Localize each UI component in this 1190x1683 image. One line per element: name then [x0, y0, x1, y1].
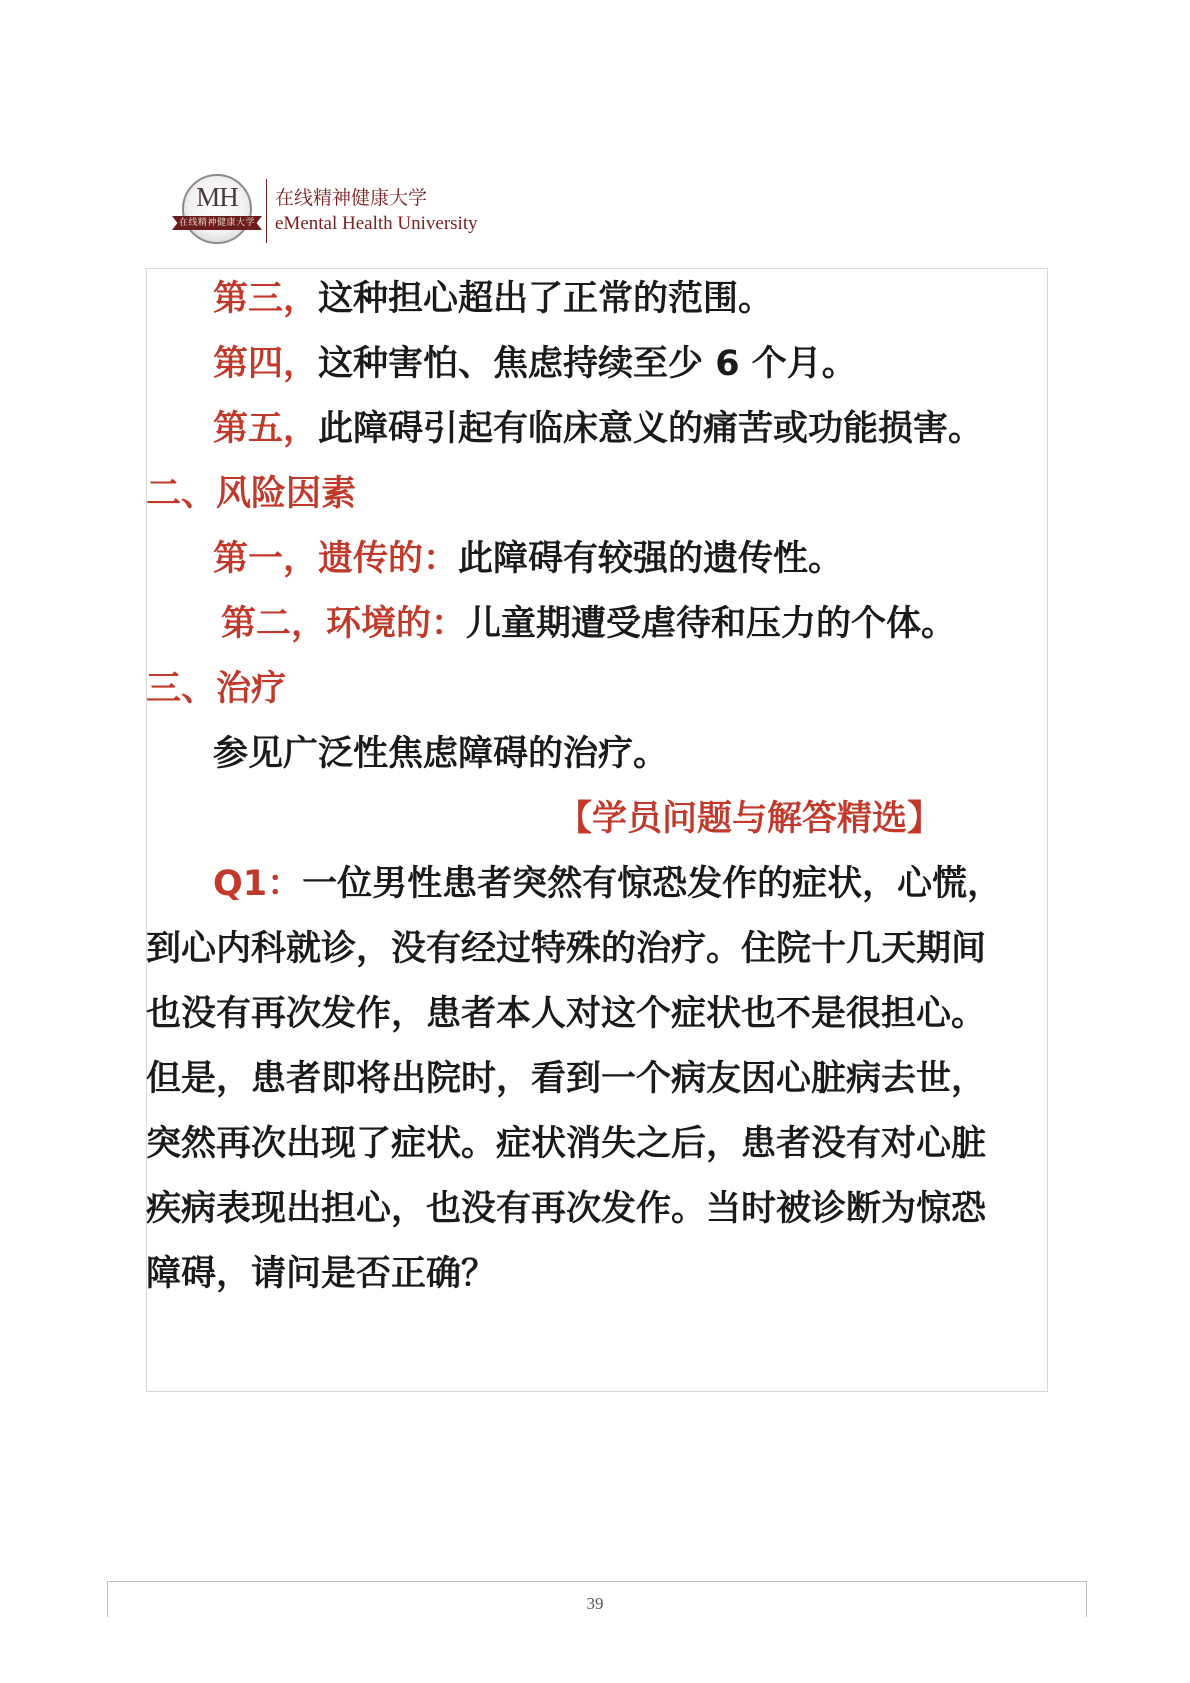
university-logo — [172, 172, 262, 250]
logo-letters: MH — [196, 182, 238, 212]
criterion-label: 第三， — [213, 279, 319, 319]
criterion-item-3 — [213, 277, 773, 321]
criterion-label: 第四， — [213, 344, 319, 384]
risk-factor-text: 此障碍有较强的遗传性。 — [458, 539, 844, 579]
question-line: 到心内科就诊，没有经过特殊的治疗。住院十几天期间 — [146, 929, 987, 969]
risk-factor-text: 儿童期遭受虐待和压力的个体。 — [466, 604, 957, 644]
page-number: 39 — [586, 1594, 604, 1613]
criterion-text: 这种害怕、焦虑持续至少 6 个月。 — [318, 344, 857, 384]
question-line: 也没有再次发作，患者本人对这个症状也不是很担心。 — [146, 994, 987, 1034]
question-text: 一位男性患者突然有惊恐发作的症状，心慌， — [302, 864, 1003, 904]
content-frame — [146, 268, 1048, 1392]
question-first-line — [213, 862, 1002, 906]
criterion-item-4 — [213, 342, 857, 386]
footer-rule — [107, 1581, 1087, 1582]
university-name-en: eMental Health University — [275, 213, 478, 234]
question-line: 但是，患者即将出院时，看到一个病友因心脏病去世， — [146, 1059, 987, 1099]
logo-ribbon-text: 在线精神健康大学 — [178, 218, 255, 228]
criterion-label: 第五， — [213, 409, 319, 449]
criterion-text: 此障碍引起有临床意义的痛苦或功能损害。 — [318, 409, 984, 449]
question-line: 疾病表现出担心，也没有再次发作。当时被诊断为惊恐 — [146, 1189, 987, 1229]
university-name-cn: 在线精神健康大学 — [275, 187, 428, 209]
question-line: 突然再次出现了症状。症状消失之后，患者没有对心脏 — [146, 1124, 987, 1164]
qa-heading: 【学员问题与解答精选】 — [557, 799, 943, 839]
risk-factor-label: 第二，环境的： — [221, 604, 467, 644]
risk-factor-environmental — [221, 602, 956, 646]
section-heading-treatment: 三、治疗 — [146, 669, 287, 709]
document-header — [172, 172, 478, 250]
question-line: 障碍，请问是否正确？ — [146, 1254, 497, 1294]
risk-factor-genetic — [213, 537, 843, 581]
criterion-item-5 — [213, 407, 983, 451]
header-divider — [266, 179, 267, 243]
header-title-block — [275, 185, 478, 237]
question-label: Q1： — [213, 864, 303, 904]
treatment-text: 参见广泛性焦虑障碍的治疗。 — [213, 734, 669, 774]
section-heading-risk-factors: 二、风险因素 — [146, 474, 357, 514]
risk-factor-label: 第一，遗传的： — [213, 539, 459, 579]
criterion-text: 这种担心超出了正常的范围。 — [318, 279, 774, 319]
